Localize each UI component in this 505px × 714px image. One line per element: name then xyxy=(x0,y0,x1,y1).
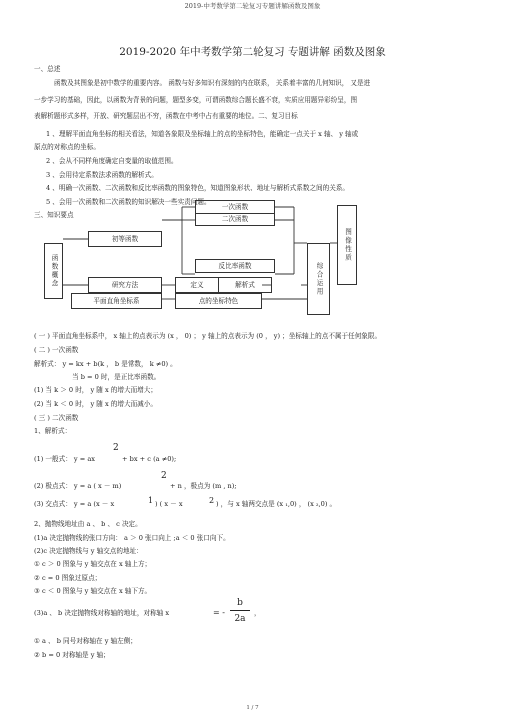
formula-general: (1) 一般式： y = ax xyxy=(34,455,95,463)
formula-intercept-rest: ) ，与 x 轴两交点是 (x ₁,0) ， (x ₂,0) 。 xyxy=(216,500,337,508)
text-line: 解析式： y = kx + b(k ， b 是常数， k ≠0) 。 xyxy=(34,360,177,368)
box-comprehensive-use: 综合运用 xyxy=(307,243,330,315)
text-line: 5 、会用一次函数和二次函数的知识解决一些实责问题。 xyxy=(46,198,211,206)
box-research-method: 研究方法 xyxy=(88,277,162,293)
subscript: 2 xyxy=(209,496,215,505)
text-line: ( 一 ) 平面直角坐标系中， x 轴上的点表示为 (x ， 0) ； y 轴上的点表示为 (0 ， y) ；坐标轴上的点不属于任何象限。 xyxy=(34,332,382,340)
box-coordinate-system: 平面直角坐标系 xyxy=(71,293,162,309)
section-heading-knowledge: 三、知识要点 xyxy=(34,211,74,219)
formula-intercept-mid: ) ( x － x xyxy=(155,500,183,508)
text-line: (1) 当 k ＞ 0 时， y 随 x 的增大而增大； xyxy=(34,386,157,394)
text-line: ， xyxy=(254,609,261,617)
formula-vertex-rest: + n ，极点为 (m , n); xyxy=(170,482,237,490)
text-line: (3)a 、 b 决定抛物线对称轴的地址，对称轴 x xyxy=(34,609,170,617)
text-line: 3 、会用待定系数法求函数的解析式。 xyxy=(46,171,158,179)
formula-intercept: (3) 交点式： y = a (x － x xyxy=(34,500,115,508)
text-line: (2) 当 k ＜ 0 时， y 随 x 的增大而减小。 xyxy=(34,400,157,408)
text-line: 4 、明确一次函数、二次函数和反比率函数的图象特色，知道图象形状、地址与解析式系数之间的关系。 xyxy=(46,184,350,192)
text-line: ② c = 0 图象过原点； xyxy=(34,574,102,582)
box-linear-function: 一次函数 xyxy=(195,200,275,213)
box-definition: 定义 xyxy=(175,277,219,293)
text-line: ① a 、 b 同号对称轴在 y 轴左侧； xyxy=(34,637,137,645)
text-line: (2)c 决定抛物线与 y 轴交点的地址： xyxy=(34,547,143,555)
text-line: 2 、会从不同样角度确定自变量的取值范围。 xyxy=(46,157,178,165)
box-quadratic-function: 二次函数 xyxy=(195,213,275,226)
page-title: 2019-2020 年中考数学第二轮复习 专题讲解 函数及图象 xyxy=(119,46,386,58)
text-line: ③ c ＜ 0 图象与 y 轴交点在 x 轴下方。 xyxy=(34,587,152,595)
subsection-heading: ( 三 ) 二次函数 xyxy=(34,414,79,422)
box-function-concept: 函数概念 xyxy=(44,243,63,299)
superscript: 2 xyxy=(161,471,167,481)
text-line: 表解析题形式多样，开放、研究题层出不穷，函数在中考中占有重要的地位。二、复习目标 xyxy=(34,112,298,120)
section-heading-overview: 一、总述 xyxy=(34,65,61,73)
running-header: 2019-中考数学第二轮复习专题讲解函数及图象 xyxy=(184,2,321,10)
box-elementary-functions: 初等函数 xyxy=(88,231,162,247)
text-line: 当 b = 0 时，是正比率函数。 xyxy=(72,373,161,381)
fraction-numerator: b xyxy=(230,598,250,611)
subsection-heading: ( 二 ) 一次函数 xyxy=(34,346,79,354)
text-line: 原点的对称点的坐标。 xyxy=(34,143,100,151)
text-line: ② b = 0 对称轴是 y 轴； xyxy=(34,651,110,659)
fraction-denominator: 2a xyxy=(234,614,246,624)
fraction-b-over-2a xyxy=(230,598,250,624)
box-inverse-function: 反比率函数 xyxy=(195,259,275,273)
box-point-coordinates: 点的坐标特色 xyxy=(175,293,262,309)
formula-vertex: (2) 极点式： y = a ( x － m) xyxy=(34,482,122,490)
knowledge-diagram xyxy=(40,203,360,315)
superscript: 2 xyxy=(113,443,119,453)
text-line: (1)a 决定抛物线的张口方向： a ＞ 0 张口向上 ;a ＜ 0 张口向下。 xyxy=(34,534,230,542)
box-graph-properties: 图像性质 xyxy=(337,205,357,285)
page-number: 1 / 7 xyxy=(246,705,259,711)
subscript: 1 xyxy=(148,496,154,505)
text-line: 2、抛物线地址由 a 、 b 、 c 决定。 xyxy=(34,520,142,528)
text-line: 函数及其图象是初中数学的重要内容。 函数与好多知识有深刻的内在联系， 关系着丰富的几何知识， 又是进 xyxy=(54,79,371,87)
formula-general-rest: + bx + c (a ≠0); xyxy=(122,455,177,463)
text-line: ① c ＞ 0 图象与 y 轴交点在 x 轴上方； xyxy=(34,560,152,568)
text-line: 1 、理解平面直角坐标的相关看法，知道各象限及坐标轴上的点的坐标特色，能确定一点关于 x 轴、 y 轴或 xyxy=(46,130,359,138)
box-analytic-expression: 解析式 xyxy=(219,277,272,293)
text-line: 1、解析式： xyxy=(34,427,72,435)
text-line: 一步学习的基础，因此，以函数为背景的问题，题型多变，可谓函数综合题长盛不衰，实质应用题异彩纷呈，图 xyxy=(34,96,358,104)
formula-equals: = - xyxy=(213,608,225,617)
